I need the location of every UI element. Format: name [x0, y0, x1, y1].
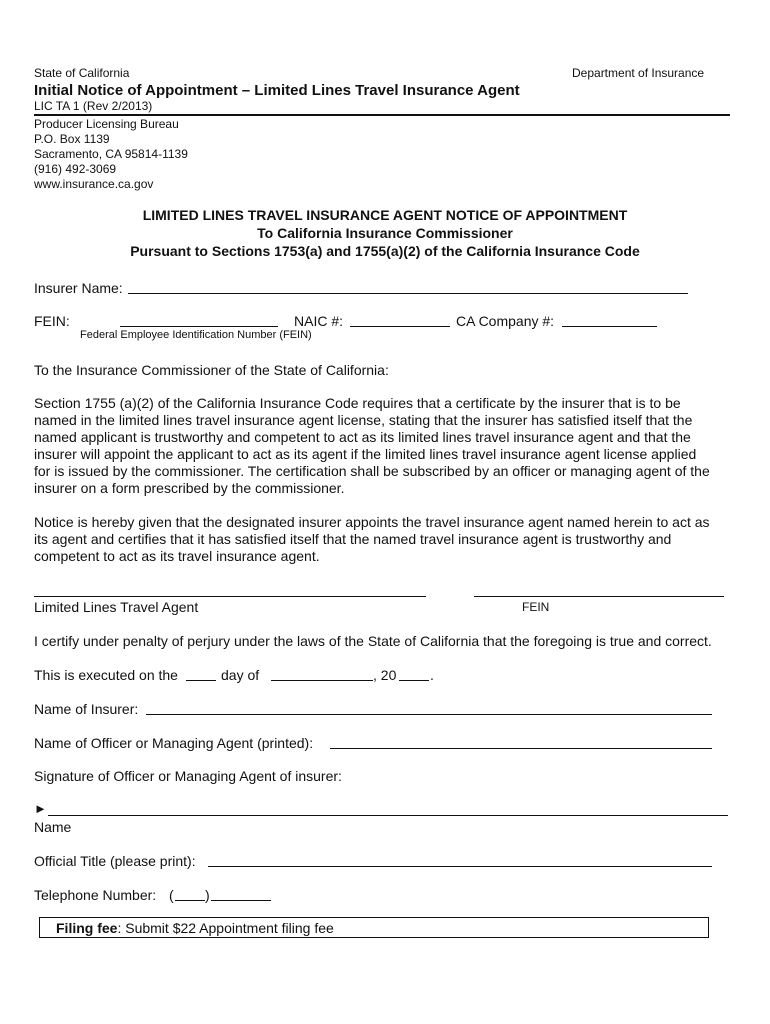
heading-line3: Pursuant to Sections 1753(a) and 1755(a)(2) of the California Insurance Code — [130, 243, 640, 259]
statute-paragraph — [34, 395, 734, 497]
filing-fee-line — [56, 920, 334, 936]
signature-arrow-icon: ► — [34, 801, 47, 816]
address-line: (916) 492-3069 — [34, 162, 117, 176]
paragraph-line: named in the limited lines travel insurance agent license, stating that the insurer has satisfied itself that the — [34, 412, 693, 428]
form-id: LIC TA 1 (Rev 2/2013) — [34, 99, 153, 113]
filing-fee-text: : Submit $22 Appointment filing fee — [117, 920, 334, 936]
officer-name-label: Name of Officer or Managing Agent (printed): — [34, 735, 314, 751]
agent-fein-label: FEIN — [522, 600, 550, 614]
certification-text: I certify under penalty of perjury under the laws of the State of California that the foregoing is true and correct. — [34, 633, 712, 649]
name-of-insurer-label: Name of Insurer: — [34, 701, 139, 717]
header-rule — [34, 114, 730, 116]
notice-paragraph — [34, 514, 734, 565]
telephone-label: Telephone Number: — [34, 887, 157, 903]
agent-name-field[interactable] — [34, 596, 426, 597]
paragraph-line: Notice is hereby given that the designated insurer appoints the travel insurance agent named herein to act as — [34, 514, 710, 530]
agent-label: Limited Lines Travel Agent — [34, 599, 199, 615]
address-line: P.O. Box 1139 — [34, 132, 110, 146]
filing-fee-label: Filing fee — [56, 920, 118, 936]
address-link[interactable]: www.insurance.ca.gov — [34, 177, 154, 191]
department-label: Department of Insurance — [572, 66, 705, 80]
paragraph-line: insurer on a form prescribed by the commissioner. — [34, 480, 345, 496]
fein-label: FEIN: — [34, 313, 70, 329]
ca-company-label: CA Company #: — [456, 313, 555, 329]
naic-label: NAIC #: — [294, 313, 344, 329]
insurer-name-field[interactable] — [128, 293, 688, 294]
executed-year-prefix: , 20 — [373, 667, 397, 683]
official-title-label: Official Title (please print): — [34, 853, 196, 869]
telephone-open-paren: ( — [169, 887, 174, 903]
ca-company-field[interactable] — [562, 326, 657, 327]
telephone-close-paren: ) — [205, 887, 210, 903]
heading-line2: To California Insurance Commissioner — [257, 225, 513, 241]
state-label: State of California — [34, 66, 130, 80]
official-title-field[interactable] — [208, 866, 712, 867]
officer-name-field[interactable] — [330, 748, 712, 749]
telephone-area-field[interactable] — [175, 900, 205, 901]
fein-field[interactable] — [120, 326, 278, 327]
executed-day-field[interactable] — [186, 680, 216, 681]
agent-fein-field[interactable] — [474, 596, 724, 597]
executed-end: . — [430, 667, 434, 683]
name-of-insurer-field[interactable] — [146, 714, 712, 715]
telephone-number-field[interactable] — [211, 900, 271, 901]
salutation: To the Insurance Commissioner of the State of California: — [34, 362, 389, 378]
address-line: Sacramento, CA 95814-1139 — [34, 147, 188, 161]
signature-field[interactable] — [48, 815, 728, 816]
naic-field[interactable] — [350, 326, 450, 327]
paragraph-line: its agent and certifies that it has satisfied itself that the named travel insurance agent is trustworthy and — [34, 531, 672, 547]
address-line: Producer Licensing Bureau — [34, 117, 179, 131]
fein-sublabel: Federal Employee Identification Number (FEIN) — [80, 329, 312, 341]
filing-fee-box — [39, 917, 709, 938]
signature-label: Signature of Officer or Managing Agent of insurer: — [34, 768, 342, 784]
name-label: Name — [34, 819, 72, 835]
paragraph-line: for is issued by the commissioner. The certification shall be subscribed by an officer or managing agent of the — [34, 463, 710, 479]
insurer-name-label: Insurer Name: — [34, 280, 123, 296]
executed-year-field[interactable] — [399, 680, 429, 681]
paragraph-line: Section 1755 (a)(2) of the California Insurance Code requires that a certificate by the insurer that is to be — [34, 395, 681, 411]
paragraph-line: named applicant is trustworthy and competent to act as its limited lines travel insurance agent and that the — [34, 429, 691, 445]
paragraph-line: insurer will appoint the applicant to act as its agent if the limited lines travel insurance agent license applied — [34, 446, 697, 462]
paragraph-line: competent to act as its travel insurance agent. — [34, 548, 320, 564]
heading-line1: LIMITED LINES TRAVEL INSURANCE AGENT NOTICE OF APPOINTMENT — [142, 207, 628, 223]
executed-day-of: day of — [221, 667, 260, 683]
form-title: Initial Notice of Appointment – Limited Lines Travel Insurance Agent — [34, 82, 520, 99]
executed-prefix: This is executed on the — [34, 667, 178, 683]
address-block — [34, 117, 188, 192]
executed-month-field[interactable] — [271, 680, 373, 681]
